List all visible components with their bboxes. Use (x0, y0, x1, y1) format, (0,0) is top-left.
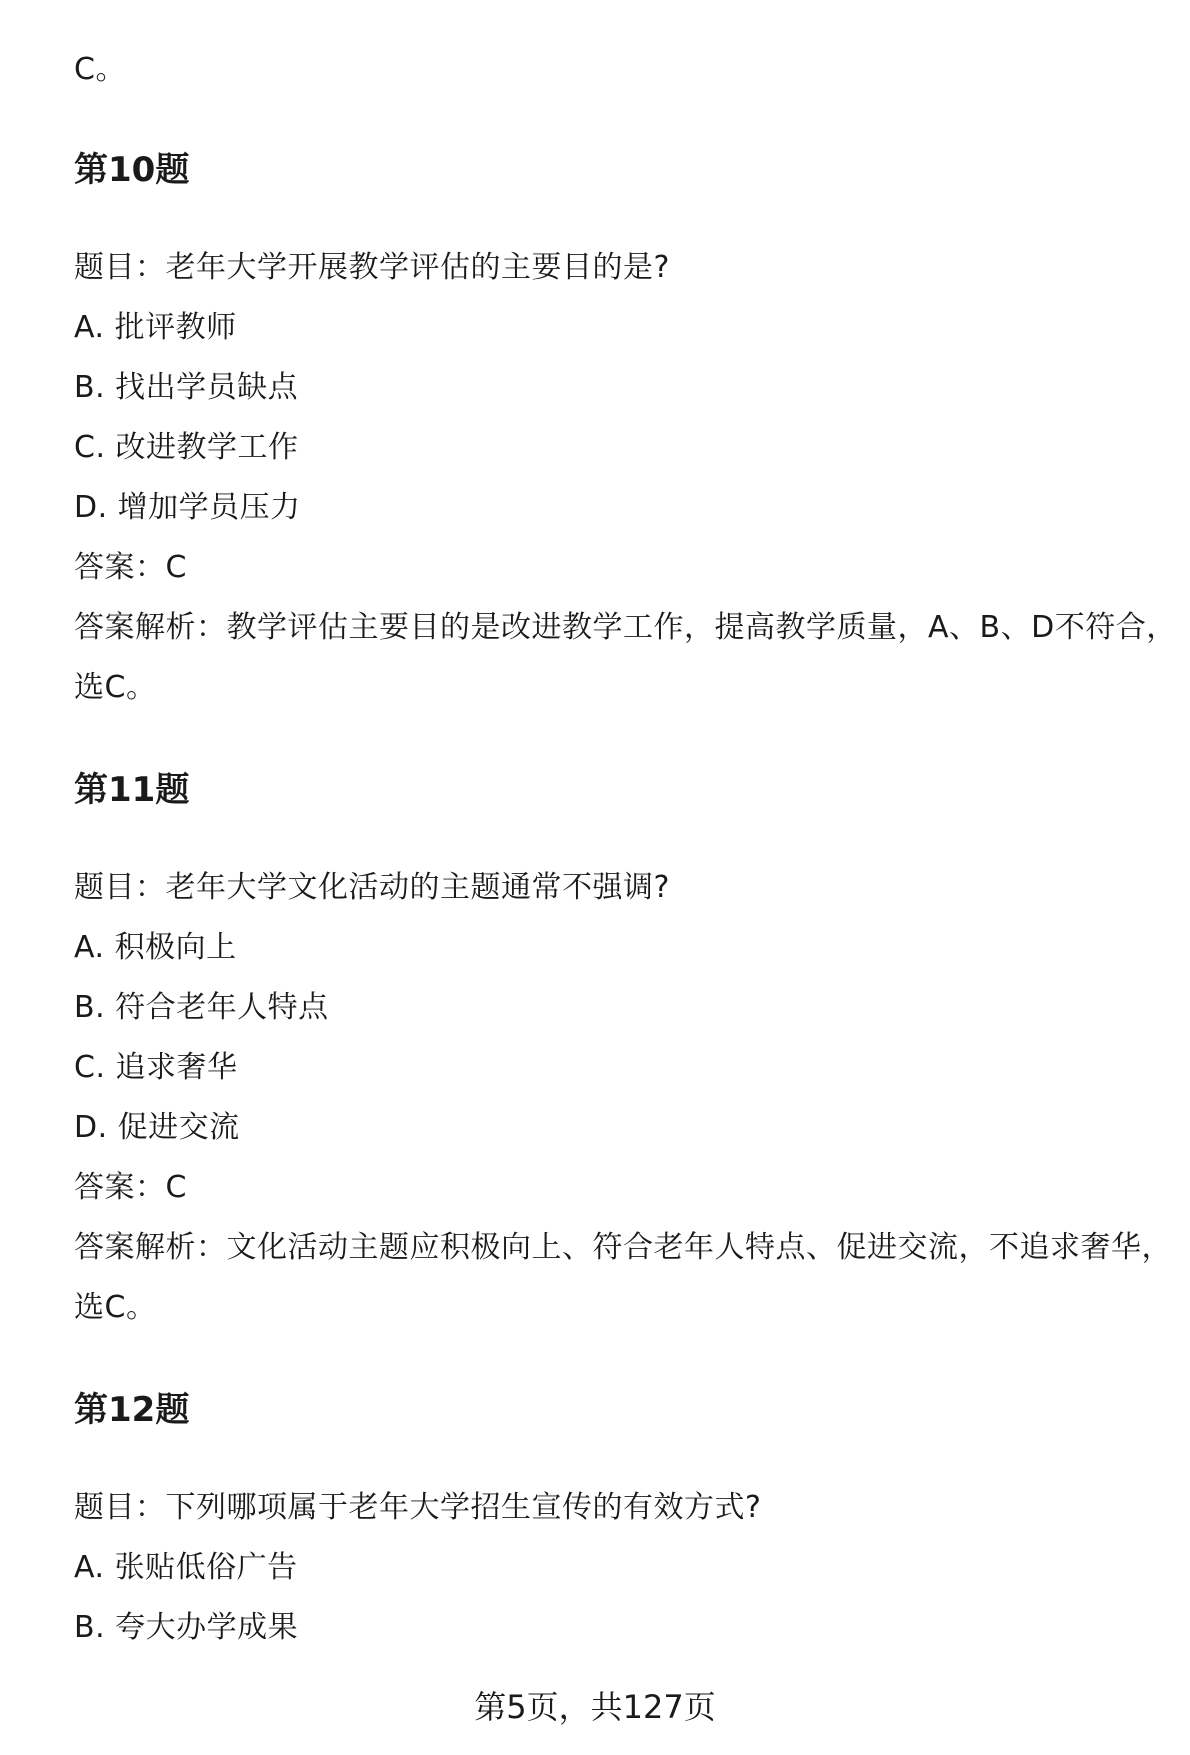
option-b: B. 夸大办学成果 (74, 1610, 299, 1645)
option-c: C. 追求奢华 (74, 1050, 238, 1085)
question-text: 题目：下列哪项属于老年大学招生宣传的有效方式? (74, 1490, 762, 1525)
option-d: D. 促进交流 (74, 1110, 240, 1145)
question-heading: 第12题 (74, 1390, 190, 1430)
answer-text: 答案：C (74, 1170, 187, 1205)
option-a: A. 积极向上 (74, 930, 237, 965)
question-text: 题目：老年大学文化活动的主题通常不强调? (74, 870, 670, 905)
analysis-text-continued: 选C。 (74, 670, 157, 705)
analysis-text: 答案解析：教学评估主要目的是改进教学工作，提高教学质量，A、B、D不符合， (74, 610, 1177, 645)
option-d: D. 增加学员压力 (74, 490, 301, 525)
question-text: 题目：老年大学开展教学评估的主要目的是? (74, 250, 670, 285)
option-a: A. 张贴低俗广告 (74, 1550, 298, 1585)
option-b: B. 找出学员缺点 (74, 370, 299, 405)
analysis-text: 答案解析：文化活动主题应积极向上、符合老年人特点、促进交流，不追求奢华， (74, 1230, 1172, 1265)
question-heading: 第10题 (74, 150, 190, 190)
option-c: C. 改进教学工作 (74, 430, 299, 465)
analysis-text-continued: 选C。 (74, 1290, 157, 1325)
answer-text: 答案：C (74, 550, 187, 585)
continued-answer-fragment: C。 (74, 52, 126, 87)
page-number-footer: 第5页，共127页 (474, 1688, 716, 1726)
option-b: B. 符合老年人特点 (74, 990, 329, 1025)
question-heading: 第11题 (74, 770, 190, 810)
option-a: A. 批评教师 (74, 310, 237, 345)
